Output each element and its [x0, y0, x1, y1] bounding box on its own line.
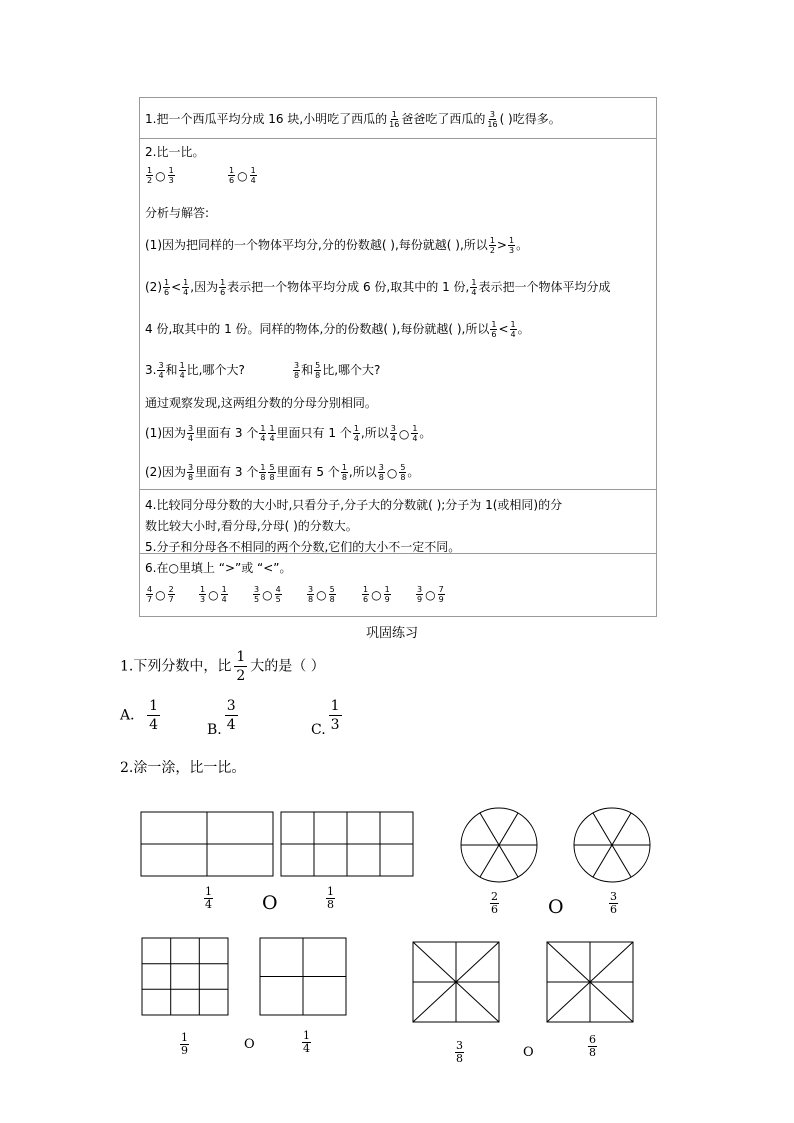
fig1-right-fraction: 1 8 [327, 885, 334, 911]
q2-pair-1: $\frac{1}{2}$ ○ $\frac{1}{3}$ [147, 166, 174, 185]
q3-observation: 通过观察发现,这两组分数的分母分别相同。 [145, 396, 377, 410]
practice-q1: 1.下列分数中，比 $\frac{1}{2}$ 大的是（ ） [120, 649, 325, 684]
q2-title: 2.比一比。 [145, 145, 205, 159]
compare-circle: ○ [155, 168, 166, 183]
q1-text: 1.把一个西瓜平均分成 16 块,小明吃了西瓜的 $\frac{1}{16}$ 爸爸吃了西瓜的 $\frac{3}{16}$ ( )吃得多。 [145, 110, 561, 129]
option-c[interactable]: C. $\frac{1}{3}$ [311, 698, 340, 738]
compare-circle-2[interactable]: O [548, 896, 564, 918]
fig4-left-fraction: 3 8 [456, 1039, 463, 1065]
practice-heading: 巩固练习 [366, 626, 419, 641]
q6-pair-5: $\frac{1}{6}$ ○ $\frac{1}{9}$ [363, 585, 390, 604]
q2-pair-2: $\frac{1}{6}$ ○ $\frac{1}{4}$ [229, 166, 256, 185]
compare-circle: ○ [237, 168, 248, 183]
q6-pair-6: $\frac{3}{9}$ ○ $\frac{7}{9}$ [417, 585, 444, 604]
analysis-line-2: (2) $\frac{1}{6}$ < $\frac{1}{4}$ ,因为 $\frac{1}{6}$ 表示把一个物体平均分成 6 份,取其中的 1 份, $\frac{1}{4}$ 表示把一个物体平均分成 [145, 278, 611, 297]
analysis-line-3: 4 份,取其中的 1 份。同样的物体,分的份数越( ),每份就越( ),所以 $\frac{1}{6}$ < $\frac{1}{4}$ 。 [145, 320, 530, 339]
analysis-title: 分析与解答: [145, 206, 210, 220]
q6-pair-1: $\frac{4}{7}$ ○ $\frac{2}{7}$ [147, 585, 174, 604]
q4-line-a: 4.比较同分母分数的大小时,只看分子,分子大的分数就( );分子为 1(或相同)的分 [145, 498, 563, 512]
q3-line-1: (1)因为 $\frac{3}{4}$ 里面有 3 个 $\frac{1}{4}$ $\frac{1}{4}$ 里面只有 1 个 $\frac{1}{4}$ ,所以 $\frac{3}{4}$ ○ $\frac{1}{4}$ 。 [145, 424, 432, 443]
option-b[interactable]: B. $\frac{3}{4}$ [207, 698, 236, 738]
q3-question-a: 3. $\frac{3}{4}$ 和 $\frac{1}{4}$ 比,哪个大? [145, 361, 245, 380]
fraction: $\frac{3}{16}$ [487, 110, 498, 129]
fig1-left-fraction: 1 4 [205, 885, 212, 911]
fig3-left-fraction: 1 9 [181, 1031, 188, 1057]
fig3-right-fraction: 1 4 [303, 1029, 310, 1055]
q6-pair-2: $\frac{1}{3}$ ○ $\frac{1}{4}$ [200, 585, 227, 604]
q3-line-2: (2)因为 $\frac{3}{8}$ 里面有 3 个 $\frac{1}{8}$ $\frac{5}{8}$ 里面有 5 个 $\frac{1}{8}$ ,所以 $\frac{3}{8}$ ○ $\frac{5}{8}$ 。 [145, 463, 420, 482]
fraction: $\frac{1}{16}$ [389, 110, 400, 129]
analysis-line-1: (1)因为把同样的一个物体平均分,分的份数越( ),每份就越( ),所以 $\frac{1}{2}$ > $\frac{1}{3}$ 。 [145, 236, 529, 255]
practice-q2: 2.涂一涂，比一比。 [120, 760, 246, 776]
fig2-right-fraction: 3 6 [610, 890, 617, 916]
q6-title: 6.在○里填上 “>”或 “<”。 [145, 561, 292, 575]
compare-circle-3[interactable]: O [244, 1037, 255, 1052]
q4-line-b: 数比较大小时,看分母,分母( )的分数大。 [145, 519, 358, 533]
q5-text: 5.分子和分母各不相同的两个分数,它们的大小不一定不同。 [145, 540, 461, 554]
fig2-left-fraction: 2 6 [491, 890, 498, 916]
grid-ninths [142, 938, 228, 1015]
compare-circle-1[interactable]: O [262, 892, 278, 914]
compare-circle-4[interactable]: O [523, 1045, 534, 1060]
fig4-right-fraction: 6 8 [589, 1033, 596, 1059]
q3-question-b: $\frac{3}{8}$ 和 $\frac{5}{8}$ 比,哪个大? [294, 361, 381, 380]
q6-pair-3: $\frac{3}{5}$ ○ $\frac{4}{5}$ [254, 585, 281, 604]
q6-pair-4: $\frac{3}{8}$ ○ $\frac{5}{8}$ [308, 585, 335, 604]
option-a[interactable]: A． $\frac{1}{4}$ [120, 698, 159, 733]
